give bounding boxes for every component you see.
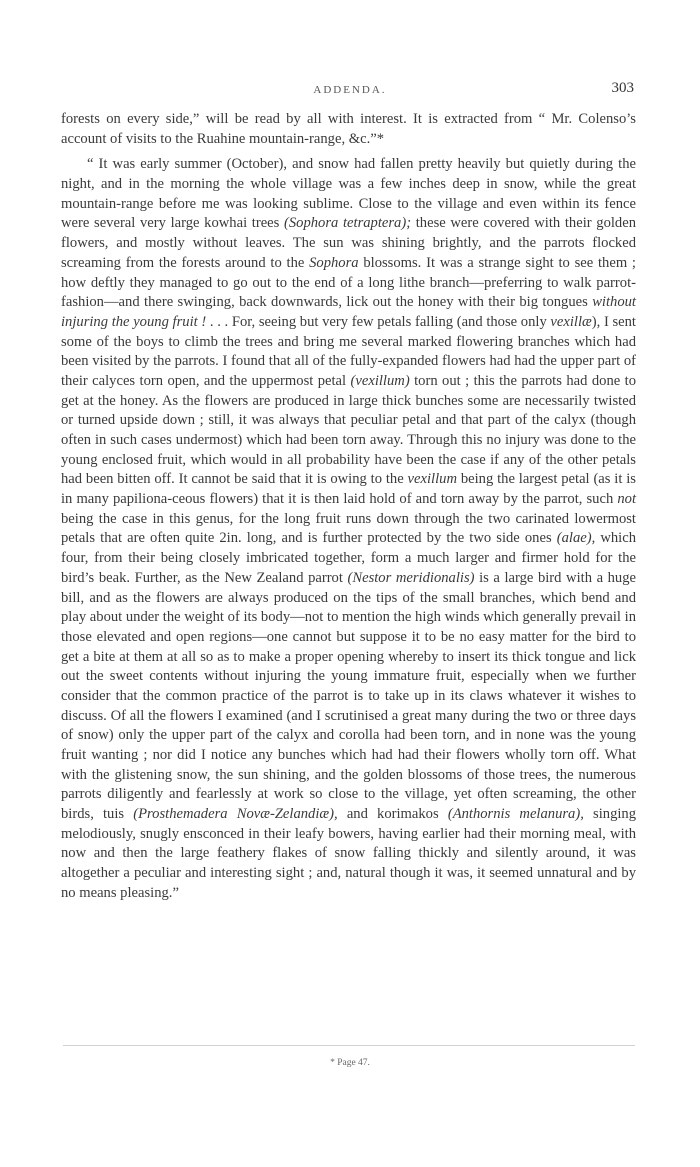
italic-term: not: [617, 491, 636, 508]
italic-term: (Anthornis melanura),: [447, 806, 584, 823]
footnote-divider: [63, 1045, 635, 1046]
text-run: blossoms. It was a strange sight to see them ; how deftly they managed to go out to the end of a long lithe branch—preferring to walk parrot-fashion—and there swinging, back downwards, lick out the honey with their big tongues: [61, 254, 636, 311]
text-run: and korimakos: [337, 806, 448, 823]
italic-term: vexillæ: [550, 313, 592, 330]
italic-term: (Nestor meridionalis): [347, 569, 475, 586]
text-run: . . . For, seeing but very few petals falling (and those only: [206, 313, 551, 330]
text-run: singing melodiously, snugly ensconced in their leafy bowers, having earlier had their morning meal, with now and then the large feathery flakes of snow falling thickly and silently around, it was altogether a peculiar and interesting sight ; and, natural though it was, it seemed unnatural and by no means pleasing.”: [61, 806, 637, 901]
paragraph-continuation: [61, 110, 636, 149]
italic-term: (alae),: [556, 530, 596, 547]
italic-term: (vexillum): [350, 372, 410, 389]
italic-term: (Sophora tetraptera);: [284, 215, 412, 232]
italic-term: (Prosthemadera Novæ-Zelandiæ),: [133, 806, 338, 823]
text-run: which four, from their being closely imbricated together, form a much larger and firmer hold for the bird’s beak. Further, as the New Zealand parrot: [61, 530, 636, 586]
text-run: ), I sent some of the boys to climb the trees and bring me several marked flowering branches which had been visited by the parrots. I found that all of the fully-expanded flowers had had the upper part of their calyces torn open, and the uppermost petal: [61, 313, 636, 389]
text-run: being the largest petal (as it is in many papiliona-ceous flowers) that it is then laid hold of and torn away by the parrot, such: [61, 471, 636, 508]
text-run: forests on every side,” will be read by all with interest. It is extracted from “ Mr. Colenso’s account of visits to the Ruahine mountain-range, &c.”*: [61, 111, 636, 147]
italic-term: without injuring the young fruit !: [61, 294, 636, 330]
page-number: 303: [611, 80, 634, 96]
italic-term: vexillum: [407, 471, 457, 488]
text-run: is a large bird with a huge bill, and as the flowers are always produced on the tips of the small branches, which bend and play about under the weight of its body—not to mention the high winds which generally prevail in those elevated and open regions—one cannot but suppose it to be no easy matter for the bird to get a bite at them at all so as to make a proper opening whereby to insert its thick tongue and lick out the sweet contents without injuring the young immature fruit, especially when we further consider that the common practice of the parrot is to take up in its claws whatever it wishes to discuss. Of all the flowers I examined (and I scrutinised a great many during the two or three days of snow) only the upper part of the calyx and corolla had been torn, and in none was the young fruit wanting ; nor did I notice any bunches which had had their flowers wholly torn off. What with the glistening snow, the sun shining, and the golden blossoms of those trees, the numerous parrots diligently and fearlessly at work so close to the village, yet often screaming, the other birds, tuis: [61, 569, 636, 823]
text-run: being the case in this genus, for the long fruit runs down through the two carinated lowermost petals that are often quite 2in. long, and is further protected by the two side ones: [61, 510, 636, 547]
text-run: torn out ; this the parrots had done to get at the honey. As the flowers are produced in large thick bunches some are necessarily twisted or turned upside down ; still, it was always that peculiar petal and that part of the calyx (though often in such cases undermost) which had been torn away. Through this no injury was done to the young enclosed fruit, which would in all probability have been the case if any of the other petals had been bitten off. It cannot be said that it is owing to the: [61, 372, 636, 488]
text-run: “ It was early summer (October), and snow had fallen pretty heavily but quietly during the night, and in the morning the whole village was a few inches deep in snow, while the great mountain-range before me was looking sublime. Close to the village and even within its fence were several very large kowhai trees: [61, 156, 636, 232]
paragraph-colenso-quote: [61, 155, 636, 903]
running-title: ADDENDA.: [313, 84, 387, 96]
running-head: [0, 80, 700, 100]
body-text: [61, 110, 636, 904]
footnote: * Page 47.: [330, 1058, 370, 1068]
italic-term: Sophora: [309, 254, 359, 271]
text-run: these were covered with their golden flowers, and mostly without leaves. The sun was shining brightly, and the parrots flocked screaming from the forests around to the: [61, 215, 636, 271]
